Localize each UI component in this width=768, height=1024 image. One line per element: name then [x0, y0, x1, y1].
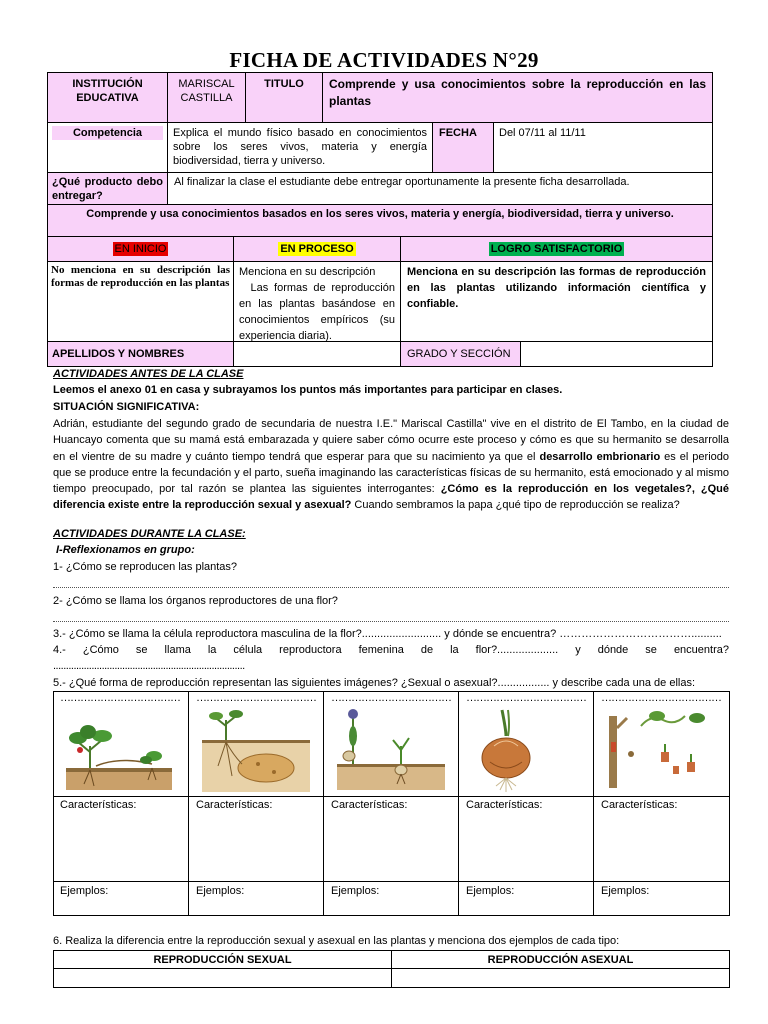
grid-divider: [458, 691, 459, 916]
answer-line-1[interactable]: [53, 587, 729, 588]
level-logro-label: LOGRO SATISFACTORIO: [490, 243, 623, 255]
competencia-label: [47, 122, 168, 173]
situacion-p3: Cuando sembramos la papa ¿qué tipo de reproducción se realiza?: [351, 499, 680, 512]
ejemplos-2: Ejemplos:: [196, 885, 245, 897]
grid-divider: [593, 691, 594, 916]
grafting-cuttings-image: [601, 706, 721, 796]
fecha-label: FECHA: [432, 122, 494, 173]
proceso-bold: Las formas de reproducción en las plantas: [239, 282, 395, 310]
fecha-value: Del 07/11 al 11/11: [493, 122, 713, 173]
question-2: 2- ¿Cómo se llama los órganos reproductores de una flor?: [53, 595, 338, 607]
antes-instruction: Leemos el anexo 01 en casa y subrayamos los puntos más importantes para participar en clases.: [53, 384, 563, 396]
level-proceso-label: EN PROCESO: [280, 243, 354, 255]
institucion-label: INSTITUCIÓN EDUCATIVA: [47, 72, 168, 123]
competencia-value: Explica el mundo físico basado en conocimientos sobre los seres vivos, materia y energía biodiversidad, tierra y universo.: [167, 122, 433, 173]
proceso-rest: basándose en conocimientos empíricos (su experiencia diaria).: [239, 298, 395, 342]
producto-label: ¿Qué producto debo entregar?: [47, 172, 168, 205]
situacion-p2: es el periodo que se produce entre la fecundación y el parto, sueña imaginando las características físicas de su hermanito, está emocionado y al mismo tiempo preocupado, por tal razón se plantea las siguientes interrogantes:: [53, 450, 730, 496]
level-logro-desc: Menciona en su descripción las formas de reproducción en las plantas utilizando información científica y confiable.: [400, 261, 713, 342]
strawberry-runner-image: [60, 706, 180, 796]
apellidos-field[interactable]: [233, 341, 401, 367]
page-title: FICHA DE ACTIVIDADES N°29: [229, 48, 539, 72]
question-4: 4.- ¿Cómo se llama la célula reproductora femenina de la flor?.................... y dónde se encuentra?: [53, 644, 729, 656]
situacion-p1-bold: desarrollo embrionario: [539, 450, 661, 463]
titulo-value: Comprende y usa conocimientos sobre la reproducción en las plantas: [322, 72, 713, 123]
level-proceso-desc: [233, 261, 401, 342]
situacion-p1: Adrián, estudiante del segundo grado de secundaria de nuestra I.E." Mariscal Castilla" vive en el distrito de El Tambo, en la ciudad de Huancayo comenta que su mamá está embarazada y quiere saber cómo ocurre este proceso y cómo es que su hermanito se desarrolla en el vientre de su madre y cuánto tiempo tendrá que esperar para que su nacimiento ya que el: [53, 418, 729, 463]
antes-heading: ACTIVIDADES ANTES DE LA CLASE: [53, 368, 244, 380]
image-3-dots: ………………………………: [331, 692, 451, 704]
level-inicio-desc: No menciona en su descripción las formas de reproducción en las plantas: [47, 261, 234, 342]
col-reproduccion-sexual: REPRODUCCIÓN SEXUAL: [53, 950, 392, 969]
level-proceso-header: [233, 236, 401, 262]
situacion-text: [53, 416, 729, 514]
institucion-value: MARISCAL CASTILLA: [167, 72, 246, 123]
question-3: 3.- ¿Cómo se llama la célula reproductora masculina de la flor?.......................... y dónde se encuentra? ………………………………..........: [53, 628, 722, 640]
answer-line-2[interactable]: [53, 621, 729, 622]
proceso-line1: Menciona en su descripción: [239, 266, 376, 278]
situacion-label: SITUACIÓN SIGNIFICATIVA:: [53, 401, 200, 413]
ejemplos-4: Ejemplos:: [466, 885, 515, 897]
level-logro-header: [400, 236, 713, 262]
durante-heading: ACTIVIDADES DURANTE LA CLASE:: [53, 528, 246, 540]
question-4-dots: ...........................................................................: [53, 660, 245, 672]
apellidos-label: APELLIDOS Y NOMBRES: [47, 341, 234, 367]
image-1-dots: ………………………………: [60, 692, 180, 704]
caracteristicas-1: Características:: [60, 799, 137, 811]
producto-value: Al finalizar la clase el estudiante debe entregar oportunamente la presente ficha desarrollada.: [167, 172, 713, 205]
competencia-label-text: Competencia: [52, 126, 163, 140]
ejemplos-3: Ejemplos:: [331, 885, 380, 897]
grado-field[interactable]: [520, 341, 713, 367]
caracteristicas-5: Características:: [601, 799, 678, 811]
bulb-plant-image: [331, 706, 451, 796]
caracteristicas-3: Características:: [331, 799, 408, 811]
grid-hline: [53, 796, 730, 797]
grado-label: GRADO Y SECCIÓN: [400, 341, 521, 367]
grid-hline: [53, 881, 730, 882]
ejemplos-5: Ejemplos:: [601, 885, 650, 897]
titulo-label: TITULO: [245, 72, 323, 123]
durante-sub: I-Reflexionamos en grupo:: [56, 544, 195, 556]
image-5-dots: ………………………………: [601, 692, 721, 704]
col-reproduccion-asexual: REPRODUCCIÓN ASEXUAL: [391, 950, 730, 969]
image-4-dots: ………………………………: [466, 692, 586, 704]
onion-bulb-image: [466, 706, 586, 796]
situacion-p2-bold: ¿Cómo es la reproducción en los vegetales?, ¿Qué diferencia existe entre la reproducción sexual y asexual?: [53, 483, 729, 512]
potato-tuber-image: [196, 706, 316, 796]
question-1: 1- ¿Cómo se reproducen las plantas?: [53, 561, 238, 573]
caracteristicas-4: Características:: [466, 799, 543, 811]
ejemplos-1: Ejemplos:: [60, 885, 109, 897]
capacidad-row: Comprende y usa conocimientos basados en los seres vivos, materia y energía, biodiversidad, tierra y universo.: [47, 204, 713, 237]
question-6: 6. Realiza la diferencia entre la reproducción sexual y asexual en las plantas y menciona dos ejemplos de cada tipo:: [53, 935, 620, 947]
level-inicio-header: [47, 236, 234, 262]
image-2-dots: ………………………………: [196, 692, 316, 704]
answer-asexual[interactable]: [391, 968, 730, 988]
grid-divider: [323, 691, 324, 916]
caracteristicas-2: Características:: [196, 799, 273, 811]
answer-sexual[interactable]: [53, 968, 392, 988]
level-inicio-label: EN INICIO: [114, 243, 167, 255]
question-5: 5.- ¿Qué forma de reproducción representan las siguientes imágenes? ¿Sexual o asexual?................. y describe cada una de ellas:: [53, 677, 696, 689]
grid-divider: [188, 691, 189, 916]
